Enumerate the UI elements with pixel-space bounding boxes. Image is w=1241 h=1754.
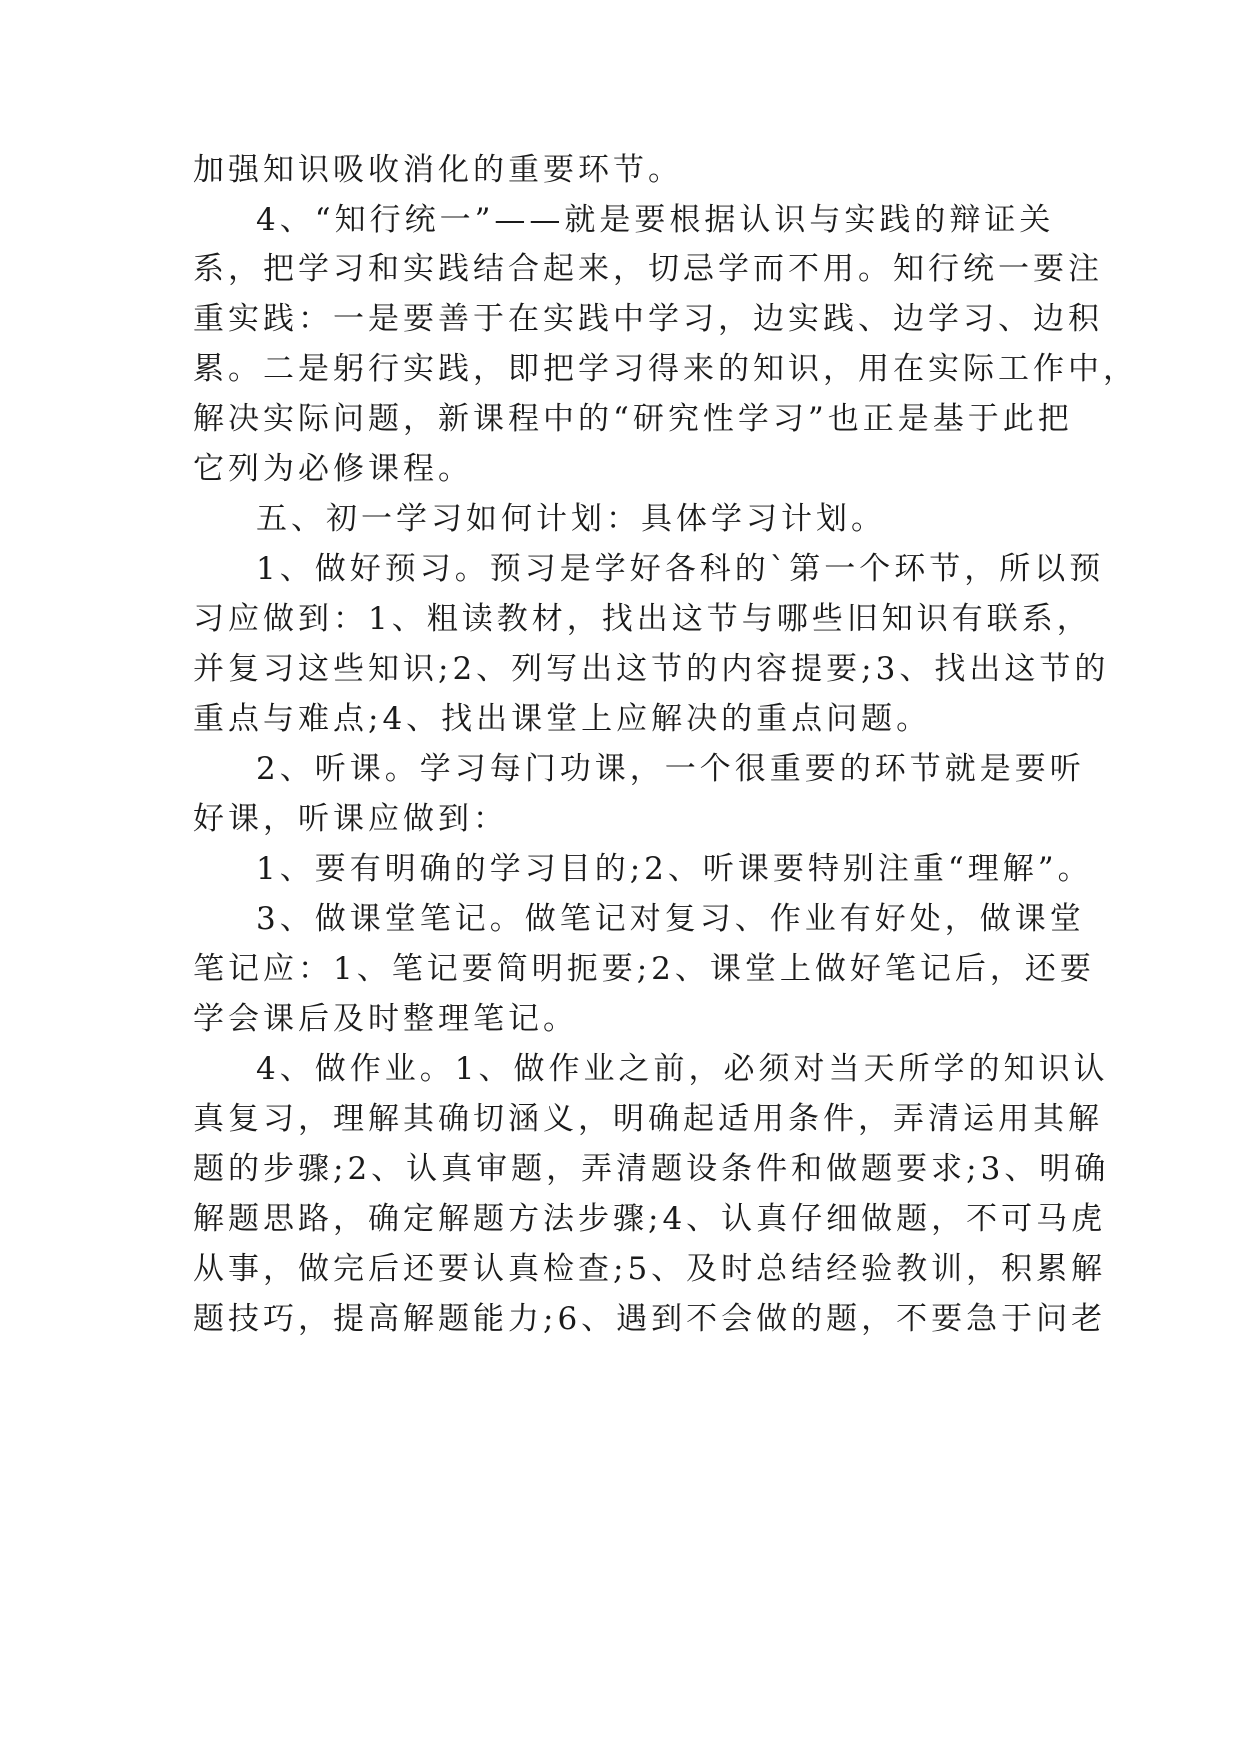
paragraph-line: 加强知识吸收消化的重要环节。 bbox=[193, 152, 683, 188]
paragraph-line: 2、听课。学习每门功课，一个很重要的环节就是要听 bbox=[256, 751, 1085, 787]
paragraph-line: 重点与难点;4、找出课堂上应解决的重点问题。 bbox=[193, 701, 932, 737]
paragraph-line: 解决实际问题，新课程中的“研究性学习”也正是基于此把 bbox=[193, 401, 1073, 437]
paragraph-line: 它列为必修课程。 bbox=[193, 451, 473, 487]
paragraph-line: 习应做到：1、粗读教材，找出这节与哪些旧知识有联系， bbox=[193, 601, 1092, 637]
paragraph-line: 题的步骤;2、认真审题，弄清题设条件和做题要求;3、明确 bbox=[193, 1151, 1110, 1187]
paragraph-line: 笔记应：1、笔记要简明扼要;2、课堂上做好笔记后，还要 bbox=[193, 951, 1095, 987]
paragraph-line: 并复习这些知识;2、列写出这节的内容提要;3、找出这节的 bbox=[193, 651, 1110, 687]
paragraph-line: 从事，做完后还要认真检查;5、及时总结经验教训，积累解 bbox=[193, 1251, 1107, 1287]
paragraph-line: 4、“知行统一”——就是要根据认识与实践的辩证关 bbox=[256, 202, 1055, 238]
paragraph-line: 3、做课堂笔记。做笔记对复习、作业有好处，做课堂 bbox=[256, 901, 1085, 937]
paragraph-line: 累。二是躬行实践，即把学习得来的知识，用在实际工作中， bbox=[193, 351, 1138, 387]
paragraph-line: 1、要有明确的学习目的;2、听课要特别注重“理解”。 bbox=[256, 851, 1093, 887]
paragraph-line: 重实践：一是要善于在实践中学习，边实践、边学习、边积 bbox=[193, 301, 1103, 337]
paragraph-line: 解题思路，确定解题方法步骤;4、认真仔细做题，不可马虎 bbox=[193, 1201, 1107, 1237]
paragraph-line: 好课，听课应做到： bbox=[193, 801, 508, 837]
section-heading: 五、初一学习如何计划：具体学习计划。 bbox=[256, 501, 886, 537]
paragraph-line: 题技巧，提高解题能力;6、遇到不会做的题，不要急于问老 bbox=[193, 1301, 1107, 1337]
paragraph-line: 真复习，理解其确切涵义，明确起适用条件，弄清运用其解 bbox=[193, 1101, 1103, 1137]
paragraph-line: 学会课后及时整理笔记。 bbox=[193, 1001, 578, 1037]
paragraph-line: 4、做作业。1、做作业之前，必须对当天所学的知识认 bbox=[256, 1051, 1109, 1087]
paragraph-line: 1、做好预习。预习是学好各科的`第一个环节，所以预 bbox=[256, 551, 1105, 587]
paragraph-line: 系，把学习和实践结合起来，切忌学而不用。知行统一要注 bbox=[193, 251, 1103, 287]
